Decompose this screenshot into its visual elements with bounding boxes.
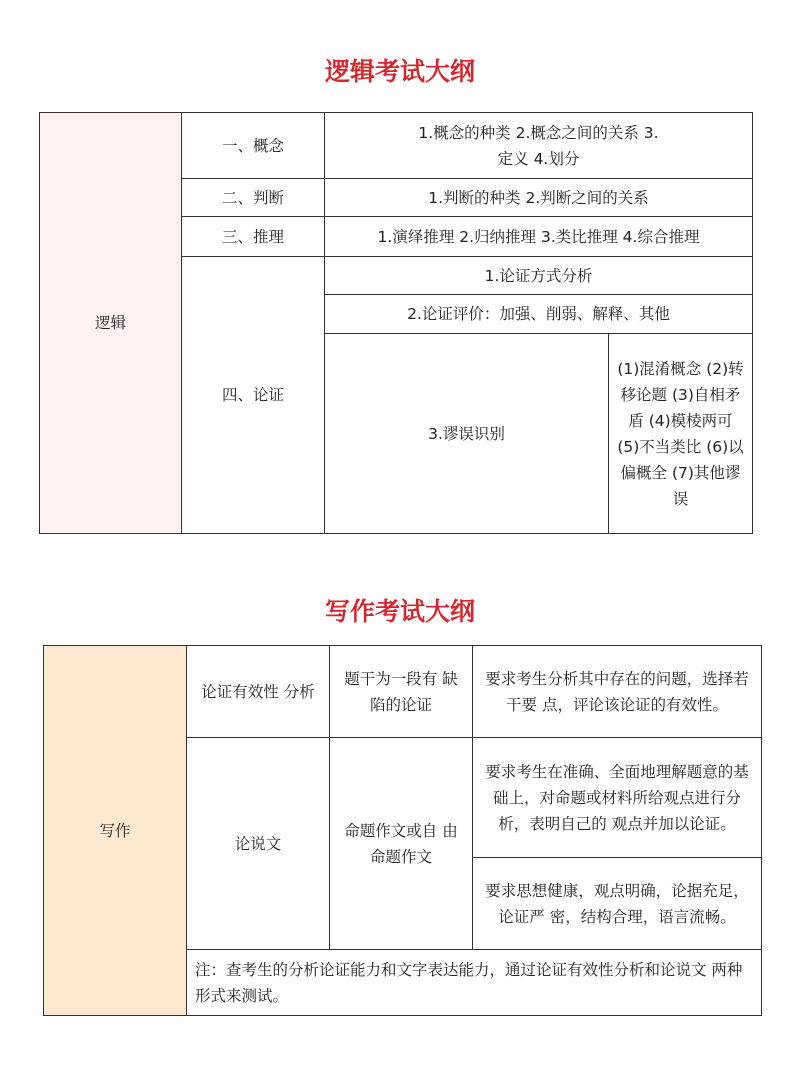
logic-subject-cell: 逻辑 [39,112,182,534]
content-judgment: 1.判断的种类 2.判断之间的关系 [324,178,753,217]
writing-title: 写作考试大纲 [324,597,475,626]
writing-note: 注：查考生的分析论证能力和文字表达能力，通过论证有效性分析和论说文 两种形式来测试。 [186,949,762,1016]
type-essay: 论说文 [186,737,330,950]
logic-title: 逻辑考试大纲 [324,57,475,86]
topic-reasoning: 三、推理 [181,216,325,257]
content-concept: 1.概念的种类 2.概念之间的关系 3.定义 4.划分 [324,112,753,179]
topic-judgment: 二、判断 [181,178,325,217]
type-argument-analysis: 论证有效性 分析 [186,645,330,738]
writing-subject-cell: 写作 [43,645,187,1016]
req-essay-1: 要求考生在准确、全面地理解题意的基础上，对命题或材料所给观点进行分析，表明自己的 观点并加以论证。 [472,737,762,858]
req-essay-2: 要求思想健康，观点明确，论据充足，论证严 密，结构合理，语言流畅。 [472,857,762,950]
content-reasoning: 1.演绎推理 2.归纳推理 3.类比推理 4.综合推理 [324,216,753,257]
form-argument-analysis: 题干为一段有 缺陷的论证 [329,645,473,738]
form-essay: 命题作文或自 由命题作文 [329,737,473,950]
topic-argument: 四、论证 [181,256,325,534]
topic-concept: 一、概念 [181,112,325,179]
argument-item-3: 3.谬误识别 [324,333,609,534]
req-argument-analysis: 要求考生分析其中存在的问题，选择若干要 点，评论该论证的有效性。 [472,645,762,738]
argument-item-2: 2.论证评价：加强、削弱、解释、其他 [324,294,753,334]
fallacy-list: (1)混淆概念 (2)转移论题 (3)自相矛盾 (4)模棱两可 (5)不当类比 (6)以偏概全 (7)其他谬误 [608,333,753,534]
argument-item-1: 1.论证方式分析 [324,256,753,295]
